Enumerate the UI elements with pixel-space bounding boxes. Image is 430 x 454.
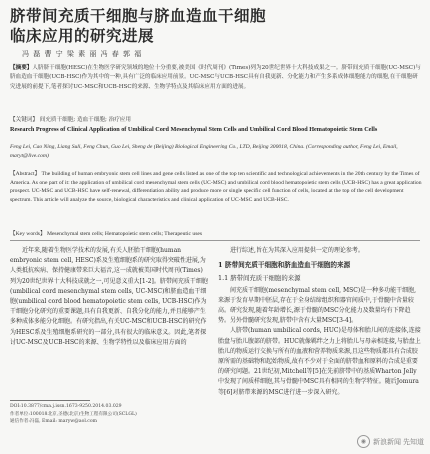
right-column bbox=[218, 246, 422, 398]
section-heading-1: 1 脐带间充质干细胞和脐血造血干细胞的来源 bbox=[218, 261, 351, 270]
title-line-1: 脐带间充质干细胞与脐血造血干细胞 bbox=[10, 6, 267, 25]
body-paragraph-msc: 间充质干细胞(mesenchymal stem cell, MSC)是一种多功能干细胞,来源于发育早期中胚层,存在于全身结缔组织和器官间质中,于骨髓中含量较高。研究发现,随着年龄增长,源于骨髓的MSC分化能力及数量均有下降趋势。另外骨髓研究发现,脐带中含有大量MSC[3-4]。 bbox=[218, 286, 417, 325]
abstract-label: 【摘要】 bbox=[10, 65, 33, 71]
body-paragraph-huc: 人脐带(human umbilical cords, HUC)是母体和胎儿间的连接体,连接胎盘与胎儿腹部的脐带。HUC就像羁绊之力上将胎儿与母亲相连接,与胎盘上胎儿的物质运行交换与所有的血液和营养物质来源,且这些物质都具有合成胶原所需的基础物和起始物质,故有不少对于全面的脐带血和原料的合成是重要的研究问题。21世纪初,Mitchell等[5]在先前脐带中的基质Wharton Jelly中发现了间质样细胞,其与骨髓中MSC具有相同的生物学特征。随后Jomura等[6]对脐带来源的MSC进行进一步深入研究。 bbox=[218, 327, 421, 396]
intro-continuation: 进行综述,旨在为其深入应用提供一定的理论参考。 bbox=[230, 247, 364, 254]
paper-title bbox=[10, 6, 420, 46]
abstract-text: 人脐脐干细胞(HESC)在生物医学研究领域的地位十分重要,被美国《时代周刊》(Times)列为20世纪世界十大科技成果之一。脐带间充质干细胞(UC-MSC)与脐血造血干细胞(UCB-HSC)作为其中的一种,具有广泛的临床应用前景。UC-MSC与UCB-HSC具有自我更新、分化能力和产生多系成体细胞能力的细胞,在干细胞研究进展的前提下,笔者探讨UC-MSC和UCB-HSC的来源、生物学特点及其临床应用方面的进展。 bbox=[10, 65, 421, 90]
title-line-2: 临床应用的研究进展 bbox=[10, 26, 155, 45]
subsection-heading-1-1: 1.1 脐带间充质干细胞的来源 bbox=[218, 274, 301, 283]
author-list: 冯 磊 曹 宁 梁 素 丽 冯 春 郭 福 bbox=[22, 50, 143, 58]
weibo-logo-icon: ◉ bbox=[357, 435, 370, 448]
english-abstract: 【Abstract】 The building of human embryonic stem cell lines and gene cells listed as one of the top ten scientific and technological achievements in the 20th century by the Times of America. As one part of it: the application of umbilical cord mesenchymal stem cells (UC-MSC) and umbilical cord blood hematopoietic stem cells (UCB-HSC) has a great application prospect. UC-MSC and UCB-HSC have self-renewal, differentiation ability and produce more or single specific cell function of cells, located at the top of the cell development spectrum. This article will analyze the source, biological characteristics and clinical application of UC-MSC and UCB-HSC. bbox=[10, 171, 422, 203]
watermark bbox=[357, 435, 424, 448]
english-authors: Feng Lei, Cao Ning, Liang Suli, Feng Chun, Guo Lei, Sheng de (Beijing) Biological Engineering Co., LTD, Beijing 300018, China. (Corresponding author, Feng Lei, Email, maryt@live.com) bbox=[10, 144, 398, 159]
watermark-text: 新浪新闻 先知道 bbox=[373, 438, 424, 446]
abstract-chinese bbox=[10, 64, 422, 92]
footnote: DOI:10.3877/cma.j.issn.1673-9250.2014.03.029 作者单位:100018北京,圣德(北京)生物工程有限公司(SCLGL) 通信作者:冯磊, Email: maryw@aol.com bbox=[10, 404, 137, 424]
english-keywords: 【Key words】 Mesenchymal stem cells; Hematopoietic stem cells; Therapeutic uses bbox=[10, 231, 203, 237]
english-title: Research Progress of Clinical Application of Umbilical Cord Mesenchymal Stem Cells and Umbilical Cord Blood Hematopoietic Stem Cells bbox=[10, 126, 378, 133]
section-divider bbox=[10, 240, 420, 241]
keywords-chinese: 【关键词】 间充质干细胞; 造血干细胞; 治疗应用 bbox=[10, 117, 131, 123]
footnote-rule bbox=[10, 400, 90, 401]
left-column bbox=[10, 246, 208, 348]
intro-paragraph: 近年来,随着生物医学技术的发展,有关人胚胎干细胞(human embryonic stem cell, HESC)系及生殖细胞系的研究取得突破性进展,为人类抵抗疾病、保持健康带来巨大福音,这一成就被美国时代周刊(Times)列为20世纪世界十大科技成就之一,可见意义重大[1-2]。脐带间充质干细胞(umbilical cord mesenchymal stem cells, UC-MSC)和脐血造血干细胞(umbilical cord blood hematopoietic stem cells, UCB-HSC)作为干细胞分化研究的重要课题,具有自我更新、自我分化的能力,并且能够产生多种成体多能分化细胞。有研究指出,有关UC-MSC和UCB-HSC的研究作为HESC系及生殖细胞系研究的一部分,具有很大的临床意义。因此,笔者探讨UC-MSC及UCB-HSC的来源、生物学特性以及临床应用方面的 bbox=[10, 247, 208, 346]
